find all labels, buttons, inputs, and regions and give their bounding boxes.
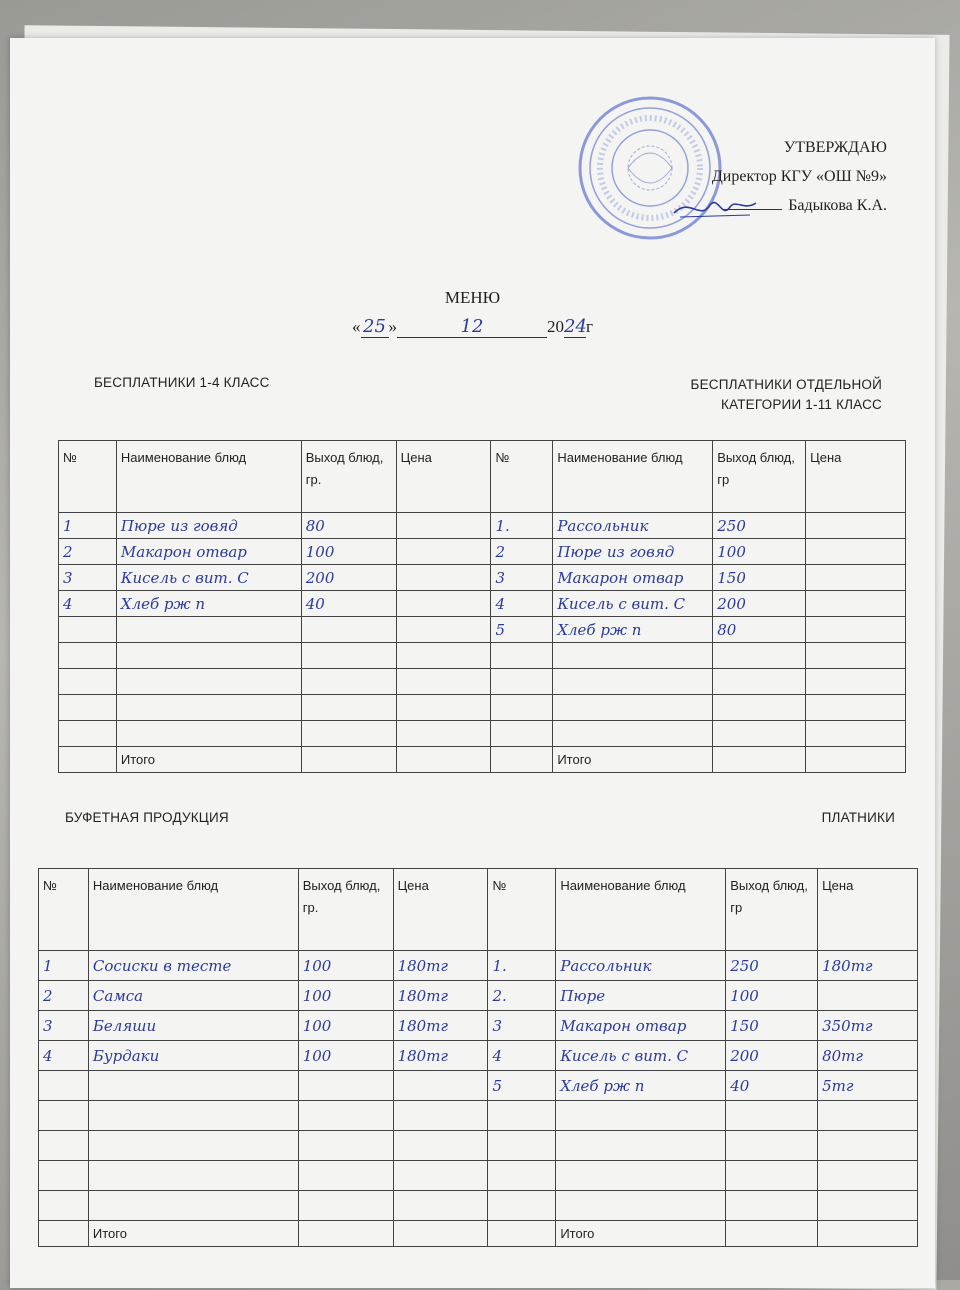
table-cell: 5тг xyxy=(818,1071,918,1101)
table-cell xyxy=(488,1131,556,1161)
table-row xyxy=(39,1161,918,1191)
table-cell xyxy=(806,565,906,591)
table-cell xyxy=(713,695,806,721)
table-row xyxy=(39,1041,918,1071)
table-cell xyxy=(59,695,117,721)
table-cell: Кисель с вит. С xyxy=(556,1041,726,1071)
table-cell xyxy=(301,669,396,695)
table-cell xyxy=(116,617,301,643)
table-cell xyxy=(806,643,906,669)
table-cell: Пюре из говяд xyxy=(116,513,301,539)
table-cell: Макарон отвар xyxy=(556,1011,726,1041)
approval-director: Директор КГУ «ОШ №9» xyxy=(711,168,887,185)
table-cell xyxy=(393,1071,488,1101)
table-cell xyxy=(553,643,713,669)
table-cell: 200 xyxy=(726,1041,818,1071)
table-cell xyxy=(298,1221,393,1247)
table-cell xyxy=(301,643,396,669)
column-header: Наименование блюд xyxy=(553,441,713,513)
table-cell xyxy=(298,1101,393,1131)
table-cell xyxy=(396,565,491,591)
column-header: Цена xyxy=(818,869,918,951)
table-cell xyxy=(298,1071,393,1101)
table-cell: 2 xyxy=(59,539,117,565)
date-quote-open: « xyxy=(352,317,361,336)
table-cell: 2. xyxy=(488,981,556,1011)
column-header: Выход блюд, гр. xyxy=(298,869,393,951)
table-cell xyxy=(116,721,301,747)
table-cell xyxy=(39,1101,89,1131)
table-cell: 180тг xyxy=(393,951,488,981)
column-header: Выход блюд, гр. xyxy=(301,441,396,513)
table-cell xyxy=(726,1221,818,1247)
table-cell: 5 xyxy=(491,617,553,643)
table-cell: 180тг xyxy=(393,1011,488,1041)
table-cell: 250 xyxy=(713,513,806,539)
column-header: № xyxy=(488,869,556,951)
column-header: Наименование блюд xyxy=(556,869,726,951)
menu-title: МЕНЮ xyxy=(444,288,501,307)
table-cell: 4 xyxy=(59,591,117,617)
table-cell: 100 xyxy=(713,539,806,565)
table-cell xyxy=(818,1101,918,1131)
table-cell: 40 xyxy=(726,1071,818,1101)
table-total-row xyxy=(59,747,906,773)
table-cell xyxy=(818,1221,918,1247)
table-cell xyxy=(806,695,906,721)
section-paid: ПЛАТНИКИ xyxy=(821,810,895,825)
table-cell: 3 xyxy=(491,565,553,591)
table-cell: 100 xyxy=(298,1041,393,1071)
table-cell xyxy=(396,747,491,773)
table-cell xyxy=(116,695,301,721)
table-cell xyxy=(39,1161,89,1191)
column-header: Цена xyxy=(396,441,491,513)
table-cell xyxy=(491,695,553,721)
table-cell xyxy=(396,539,491,565)
table-row xyxy=(39,1101,918,1131)
table-cell: Самса xyxy=(88,981,298,1011)
table-cell: 4 xyxy=(488,1041,556,1071)
table-cell xyxy=(88,1131,298,1161)
total-label: Итого xyxy=(88,1221,298,1247)
table-cell xyxy=(726,1101,818,1131)
table-cell xyxy=(553,669,713,695)
table-cell: 4 xyxy=(491,591,553,617)
table-cell xyxy=(726,1131,818,1161)
table-cell xyxy=(556,1101,726,1131)
table-cell xyxy=(818,1131,918,1161)
table-cell xyxy=(59,643,117,669)
table-cell: 350тг xyxy=(818,1011,918,1041)
table-cell xyxy=(713,669,806,695)
table-cell: Хлеб рж п xyxy=(556,1071,726,1101)
table-cell: Пюре из говяд xyxy=(553,539,713,565)
table-cell xyxy=(396,617,491,643)
table-cell: 100 xyxy=(298,1011,393,1041)
table-cell: Хлеб рж п xyxy=(116,591,301,617)
column-header: Цена xyxy=(806,441,906,513)
date-quote-close: » xyxy=(388,317,397,336)
table-cell: 80 xyxy=(301,513,396,539)
table-cell: Беляши xyxy=(88,1011,298,1041)
table-row xyxy=(59,617,906,643)
column-header: № xyxy=(59,441,117,513)
table-cell: 3 xyxy=(488,1011,556,1041)
table-cell: 1. xyxy=(488,951,556,981)
table-cell xyxy=(393,1191,488,1221)
table-cell: 1. xyxy=(491,513,553,539)
table-cell xyxy=(491,643,553,669)
column-header: Наименование блюд xyxy=(116,441,301,513)
column-header: Выход блюд, гр xyxy=(713,441,806,513)
table-cell xyxy=(393,1131,488,1161)
column-header: № xyxy=(491,441,553,513)
table-cell xyxy=(556,1161,726,1191)
date-month: 12 xyxy=(397,316,547,338)
table-cell: 80тг xyxy=(818,1041,918,1071)
table-cell xyxy=(59,721,117,747)
table-header-row xyxy=(39,869,918,951)
section-free-special-line2: КАТЕГОРИИ 1-11 КЛАСС xyxy=(721,397,882,412)
table-buffet-paid-menu xyxy=(38,868,918,1247)
table-cell xyxy=(806,591,906,617)
table-cell xyxy=(726,1191,818,1221)
table-row xyxy=(59,565,906,591)
table-cell xyxy=(88,1191,298,1221)
table-cell xyxy=(806,669,906,695)
table-cell xyxy=(713,721,806,747)
table-cell xyxy=(556,1191,726,1221)
column-header: Цена xyxy=(393,869,488,951)
table-cell xyxy=(396,513,491,539)
total-label: Итого xyxy=(553,747,713,773)
column-header: Наименование блюд xyxy=(88,869,298,951)
table-cell: 100 xyxy=(726,981,818,1011)
table-row xyxy=(39,1191,918,1221)
table-cell xyxy=(396,643,491,669)
table-cell xyxy=(396,669,491,695)
table-cell: 180тг xyxy=(818,951,918,981)
table-cell xyxy=(818,1191,918,1221)
table-cell: Макарон отвар xyxy=(116,539,301,565)
approval-name: Бадыкова К.А. xyxy=(788,197,887,214)
table-row xyxy=(39,1011,918,1041)
table-cell xyxy=(713,747,806,773)
table-cell xyxy=(301,721,396,747)
table-cell xyxy=(116,643,301,669)
table-row xyxy=(39,981,918,1011)
table-cell xyxy=(301,747,396,773)
table-cell xyxy=(393,1101,488,1131)
table-cell: 150 xyxy=(713,565,806,591)
table-cell: 1 xyxy=(39,951,89,981)
menu-date xyxy=(10,316,935,338)
table-cell xyxy=(556,1131,726,1161)
table-cell xyxy=(301,695,396,721)
table-cell: Бурдаки xyxy=(88,1041,298,1071)
table-cell: 4 xyxy=(39,1041,89,1071)
table-cell: 180тг xyxy=(393,981,488,1011)
table-total-row xyxy=(39,1221,918,1247)
table-cell xyxy=(491,747,553,773)
table-cell xyxy=(59,747,117,773)
table-cell xyxy=(818,1161,918,1191)
column-header: № xyxy=(39,869,89,951)
table-cell xyxy=(491,669,553,695)
table-cell: 3 xyxy=(39,1011,89,1041)
table-row xyxy=(39,1071,918,1101)
table-cell: Макарон отвар xyxy=(553,565,713,591)
table-cell xyxy=(88,1101,298,1131)
date-year-prefix: 20 xyxy=(547,317,564,336)
table-cell: Рассольник xyxy=(556,951,726,981)
table-cell xyxy=(491,721,553,747)
table-cell: Сосиски в тесте xyxy=(88,951,298,981)
approval-title: УТВЕРЖДАЮ xyxy=(783,139,887,156)
table-cell xyxy=(39,1191,89,1221)
table-cell: 2 xyxy=(39,981,89,1011)
table-cell xyxy=(59,617,117,643)
table-cell: 2 xyxy=(491,539,553,565)
table-row xyxy=(39,951,918,981)
table-cell xyxy=(818,981,918,1011)
table-cell xyxy=(393,1221,488,1247)
table-cell xyxy=(553,721,713,747)
table-cell: 1 xyxy=(59,513,117,539)
table-cell xyxy=(116,669,301,695)
table-row xyxy=(59,513,906,539)
table-cell: 100 xyxy=(298,981,393,1011)
table-cell xyxy=(39,1131,89,1161)
table-cell: 200 xyxy=(301,565,396,591)
table-cell xyxy=(396,695,491,721)
table-cell xyxy=(806,617,906,643)
table-row xyxy=(59,591,906,617)
table-cell xyxy=(488,1101,556,1131)
table-cell xyxy=(396,591,491,617)
table-free-menu xyxy=(58,440,906,773)
table-cell xyxy=(806,747,906,773)
table-header-row xyxy=(59,441,906,513)
director-signature xyxy=(670,193,760,223)
section-free-special-line1: БЕСПЛАТНИКИ ОТДЕЛЬНОЙ xyxy=(690,377,882,392)
table-row xyxy=(59,539,906,565)
table-cell xyxy=(298,1191,393,1221)
table-row xyxy=(59,695,906,721)
table-cell xyxy=(806,539,906,565)
table-cell: 40 xyxy=(301,591,396,617)
section-free-special xyxy=(691,375,882,415)
table-cell: 150 xyxy=(726,1011,818,1041)
table-cell xyxy=(301,617,396,643)
table-cell: 250 xyxy=(726,951,818,981)
menu-sheet xyxy=(10,38,935,1288)
table-cell xyxy=(59,669,117,695)
table-row xyxy=(59,643,906,669)
section-buffet: БУФЕТНАЯ ПРОДУКЦИЯ xyxy=(65,810,229,825)
table-row xyxy=(39,1131,918,1161)
table-cell: Пюре xyxy=(556,981,726,1011)
table-cell xyxy=(39,1221,89,1247)
date-year-end: г xyxy=(586,317,593,336)
table-cell: 100 xyxy=(301,539,396,565)
table-cell xyxy=(553,695,713,721)
table-cell: Хлеб рж п xyxy=(553,617,713,643)
table-cell xyxy=(39,1071,89,1101)
table-cell xyxy=(726,1161,818,1191)
table-row xyxy=(59,669,906,695)
table-cell xyxy=(298,1161,393,1191)
table-cell xyxy=(488,1221,556,1247)
table-cell xyxy=(806,721,906,747)
column-header: Выход блюд, гр xyxy=(726,869,818,951)
table-cell xyxy=(88,1161,298,1191)
table-cell xyxy=(488,1161,556,1191)
date-day: 25 xyxy=(361,316,389,338)
table-cell xyxy=(396,721,491,747)
table-cell: 200 xyxy=(713,591,806,617)
table-cell: Рассольник xyxy=(553,513,713,539)
table-cell: 80 xyxy=(713,617,806,643)
section-free-1-4: БЕСПЛАТНИКИ 1-4 КЛАСС xyxy=(94,375,270,390)
table-cell: 180тг xyxy=(393,1041,488,1071)
date-year-suffix: 24 xyxy=(564,316,587,337)
table-cell: 100 xyxy=(298,951,393,981)
table-cell xyxy=(488,1191,556,1221)
table-cell xyxy=(713,643,806,669)
table-cell xyxy=(88,1071,298,1101)
table-cell: 3 xyxy=(59,565,117,591)
table-cell: 5 xyxy=(488,1071,556,1101)
table-cell xyxy=(806,513,906,539)
total-label: Итого xyxy=(556,1221,726,1247)
table-cell xyxy=(298,1131,393,1161)
table-cell: Кисель с вит. С xyxy=(116,565,301,591)
table-cell xyxy=(393,1161,488,1191)
table-cell: Кисель с вит. С xyxy=(553,591,713,617)
total-label: Итого xyxy=(116,747,301,773)
table-row xyxy=(59,721,906,747)
